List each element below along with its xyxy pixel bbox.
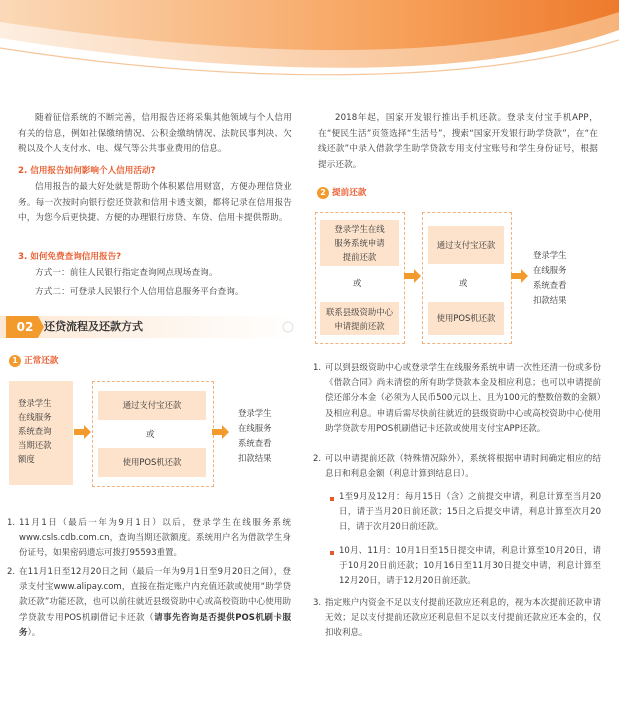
flow2-online-option (320, 220, 399, 266)
right-item-2-number: 2. (313, 454, 322, 464)
flow2-arrow-1 (404, 268, 422, 284)
right-item-3-text: 指定账户内资金不足以支付提前还款应还利息的，视为本次提前还款申请无效；足以支付提前还款应还利息但不足以支付提前还款应还本金的，仅扣收利息。 (325, 598, 601, 639)
left-item-1-number: 1. (7, 518, 16, 528)
flow2-end-line: 系统查看 (533, 280, 567, 290)
right-intro-paragraph: 2018年起，国家开发银行推出手机还款。登录支付宝手机APP，在“便民生活”页签选择“生活号”，搜索“国家开发银行助学贷款”，在“在线还款”中录入借款学生助学贷款专用支付宝账号和学生身份证号，根据提示还款。 (318, 113, 598, 170)
flow1-start-line: 当期还款 (18, 440, 52, 450)
flow1-end-line: 登录学生 (238, 408, 272, 418)
flow1-end-line: 系统查看 (238, 438, 272, 448)
right-item-3-number: 3. (313, 598, 322, 608)
sub2-title: 提前还款 (332, 188, 367, 198)
flow2-end-line: 扣款结果 (533, 295, 567, 305)
flow1-end-line: 在线服务 (238, 423, 272, 433)
header-decoration (0, 0, 619, 92)
section-number: 02 (16, 320, 34, 334)
right-item-1-number: 1. (313, 363, 322, 373)
flow1-arrow-2 (212, 424, 230, 440)
flow1-start-line: 在线服务 (18, 412, 52, 422)
flow2-center-option (320, 302, 399, 335)
bullet-2-text: 10月、11月：10月1日至15日提交申请，利息计算至10月20日，请于10月20日前还款；10月16日至11月30日提交申请，利息计算至12月20日，请于12月20日前还款。 (339, 546, 601, 587)
flow1-end-line: 扣款结果 (238, 453, 272, 463)
flow1-pos-option: 使用POS机还款 (98, 448, 206, 477)
flow1-arrow-1 (74, 424, 92, 440)
flow1-or: 或 (146, 429, 155, 439)
flow2-center-line: 申请提前还款 (334, 321, 385, 331)
right-item-1-text: 可以到县级资助中心或登录学生在线服务系统申请一次性还清一份或多份《借款合同》尚未清偿的所有助学贷款本金及相应利息；也可以申请提前偿还部分本金（必须为人民币500元以上、且为100元的整数倍数的金额）及相应利息。申请后需尽快前往就近的县级资助中心或高校资助中心使用助学贷款专用POS机刷借记卡还款或使用支付宝APP还款。 (325, 363, 601, 434)
question-3-title: 3. 如何免费查询信用报告? (18, 252, 122, 262)
flow2-online-line: 登录学生在线 (334, 224, 385, 234)
sub1-title: 正常还款 (24, 356, 59, 366)
bullet-marker (330, 497, 334, 501)
flow2-online-line: 提前还款 (342, 252, 377, 262)
left-item-2-emphasis: 请事先咨询是否提供POS机刷卡服务 (19, 612, 291, 638)
right-item-2-text: 可以申请提前还款（特殊情况除外），系统将根据申请时间确定相应的结息日和利息金额（利息计算到结息日）。 (325, 454, 601, 480)
flow2-arrow-2 (511, 268, 529, 284)
sub2-number-badge: 2 (317, 187, 329, 199)
sub1-number-badge: 1 (9, 355, 21, 367)
flow2-online-line: 服务系统申请 (334, 238, 385, 248)
method-1: 方式一：前往人民银行指定查询网点现场查询。 (35, 268, 218, 278)
flow2-alipay-option: 通过支付宝还款 (428, 226, 504, 264)
flow2-or-1: 或 (353, 278, 362, 288)
bullet-1-text: 1至9月及12月：每月15日（含）之前提交申请，利息计算至当月20日，请于当月20日前还款；15日之后提交申请，利息计算至次月20日，请于次月20日前还款。 (339, 492, 601, 533)
flow2-or-2: 或 (459, 278, 468, 288)
flow2-end-line: 登录学生 (533, 250, 567, 260)
flow1-alipay-option: 通过支付宝还款 (98, 391, 206, 420)
left-item-1-text: 11月1日（最后一年为9月1日）以后，登录学生在线服务系统www.csls.cdb.com.cn，查询当期还款额度。系统用户名为借款学生身份证号，如果密码遗忘可拨打95593重置。 (19, 518, 291, 559)
bullet-marker (330, 551, 334, 555)
flow2-pos-option: 使用POS机还款 (428, 302, 504, 335)
question-2-title: 2. 信用报告如何影响个人信用活动? (18, 166, 156, 176)
method-2: 方式二：可登录人民银行个人信用信息服务平台查询。 (35, 287, 244, 297)
flow1-start-line: 系统查询 (18, 426, 52, 436)
section-title: 还贷流程及还款方式 (44, 320, 143, 333)
flow2-end-text (533, 248, 567, 308)
flow2-end-line: 在线服务 (533, 265, 567, 275)
flow2-center-line: 联系县级资助中心 (326, 307, 393, 317)
flow1-end-text (238, 406, 272, 466)
question-2-body: 信用报告的最大好处就是帮助个体积累信用财富，方便办理信贷业务。每一次按时向银行偿还贷款和信用卡透支额，都将记录在信用报告中，为您今后更快捷、方便的办理银行房贷、车贷、信用卡提供帮助。 (18, 182, 292, 223)
left-item-2-number: 2. (7, 567, 16, 577)
flow1-start-line: 额度 (18, 454, 35, 464)
left-intro-paragraph: 随着征信系统的不断完善，信用报告还将采集其他领域与个人信用有关的信息，例如社保缴纳情况、公积金缴纳情况、法院民事判决、欠税以及个人支付水、电、煤气等公共事业费用的信息。 (18, 113, 292, 154)
flow1-start-box (9, 381, 73, 485)
flow1-start-line: 登录学生 (18, 398, 52, 408)
left-item-2-end: ）。 (27, 627, 41, 638)
left-item-2-text (19, 565, 291, 641)
left-item-2-main: 在11月1日至12月20日之间（最后一年为9月1日至9月20日之间），登录支付宝www.alipay.com，直接在指定账户内充值还款或使用“助学贷款还款”功能还款，也可以前往就近县级资助中心或高校资助中心使用助学贷款专用POS机刷借记卡还款（ (19, 567, 291, 623)
